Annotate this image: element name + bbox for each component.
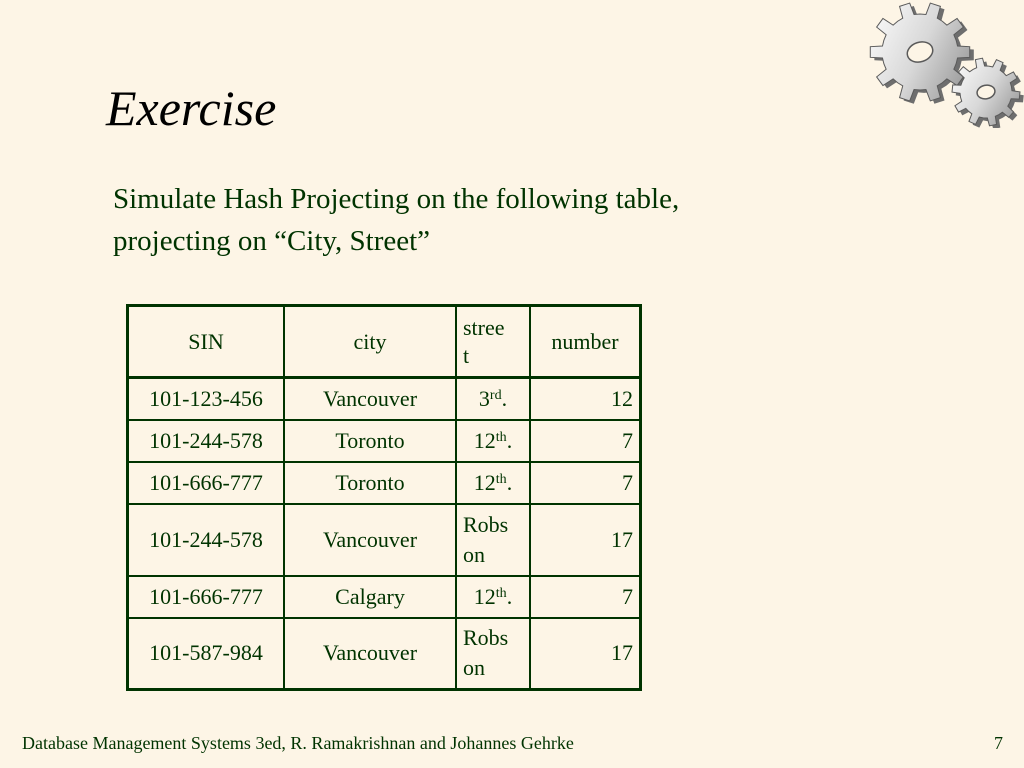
header-sin: SIN bbox=[128, 306, 285, 378]
street-base: 12 bbox=[473, 469, 496, 495]
instruction-line-1: Simulate Hash Projecting on the following table, bbox=[113, 183, 680, 215]
street-ordinal: th bbox=[495, 429, 507, 445]
street-base: 3 bbox=[478, 385, 490, 411]
street-ordinal: rd bbox=[489, 387, 502, 403]
cell-street bbox=[456, 378, 530, 420]
table-row bbox=[128, 462, 641, 504]
street-ordinal: th bbox=[495, 471, 507, 487]
cell-city: Vancouver bbox=[284, 378, 456, 420]
header-street bbox=[456, 306, 530, 378]
table-row bbox=[128, 576, 641, 618]
header-number: number bbox=[530, 306, 641, 378]
cell-city: Vancouver bbox=[284, 504, 456, 576]
table-row bbox=[128, 378, 641, 420]
cell-street bbox=[456, 618, 530, 690]
gears-icon bbox=[858, 0, 1024, 128]
cell-city: Toronto bbox=[284, 462, 456, 504]
header-street-line-2: t bbox=[463, 342, 470, 368]
street-line-2: on bbox=[463, 655, 485, 681]
street-tail: . bbox=[501, 385, 508, 411]
cell-city: Calgary bbox=[284, 576, 456, 618]
cell-number: 12 bbox=[530, 378, 641, 420]
page-number: 7 bbox=[994, 733, 1003, 753]
table-row bbox=[128, 618, 641, 690]
street-ordinal: th bbox=[495, 585, 507, 601]
cell-street bbox=[456, 504, 530, 576]
cell-number: 7 bbox=[530, 576, 641, 618]
header-street-line-1: stree bbox=[463, 314, 505, 340]
slide-title: Exercise bbox=[106, 80, 277, 136]
data-table bbox=[126, 304, 642, 691]
street-tail: . bbox=[506, 583, 513, 609]
table-row bbox=[128, 504, 641, 576]
cell-number: 17 bbox=[530, 504, 641, 576]
cell-sin: 101-123-456 bbox=[128, 378, 285, 420]
street-tail: . bbox=[506, 427, 513, 453]
cell-sin: 101-244-578 bbox=[128, 420, 285, 462]
street-base: 12 bbox=[473, 583, 496, 609]
table-row bbox=[128, 420, 641, 462]
cell-number: 7 bbox=[530, 420, 641, 462]
cell-street bbox=[456, 576, 530, 618]
street-line-1: Robs bbox=[463, 511, 509, 537]
instruction-text bbox=[113, 178, 813, 262]
cell-sin: 101-587-984 bbox=[128, 618, 285, 690]
table-header-row bbox=[128, 306, 641, 378]
cell-city: Vancouver bbox=[284, 618, 456, 690]
street-line-2: on bbox=[463, 541, 485, 567]
instruction-line-2: projecting on “City, Street” bbox=[113, 225, 431, 257]
cell-number: 17 bbox=[530, 618, 641, 690]
header-city: city bbox=[284, 306, 456, 378]
footer-citation: Database Management Systems 3ed, R. Ramakrishnan and Johannes Gehrke bbox=[22, 733, 574, 753]
cell-city: Toronto bbox=[284, 420, 456, 462]
street-line-1: Robs bbox=[463, 625, 509, 651]
cell-sin: 101-244-578 bbox=[128, 504, 285, 576]
street-base: 12 bbox=[473, 427, 496, 453]
street-tail: . bbox=[506, 469, 513, 495]
cell-street bbox=[456, 462, 530, 504]
cell-sin: 101-666-777 bbox=[128, 462, 285, 504]
cell-number: 7 bbox=[530, 462, 641, 504]
cell-street bbox=[456, 420, 530, 462]
cell-sin: 101-666-777 bbox=[128, 576, 285, 618]
